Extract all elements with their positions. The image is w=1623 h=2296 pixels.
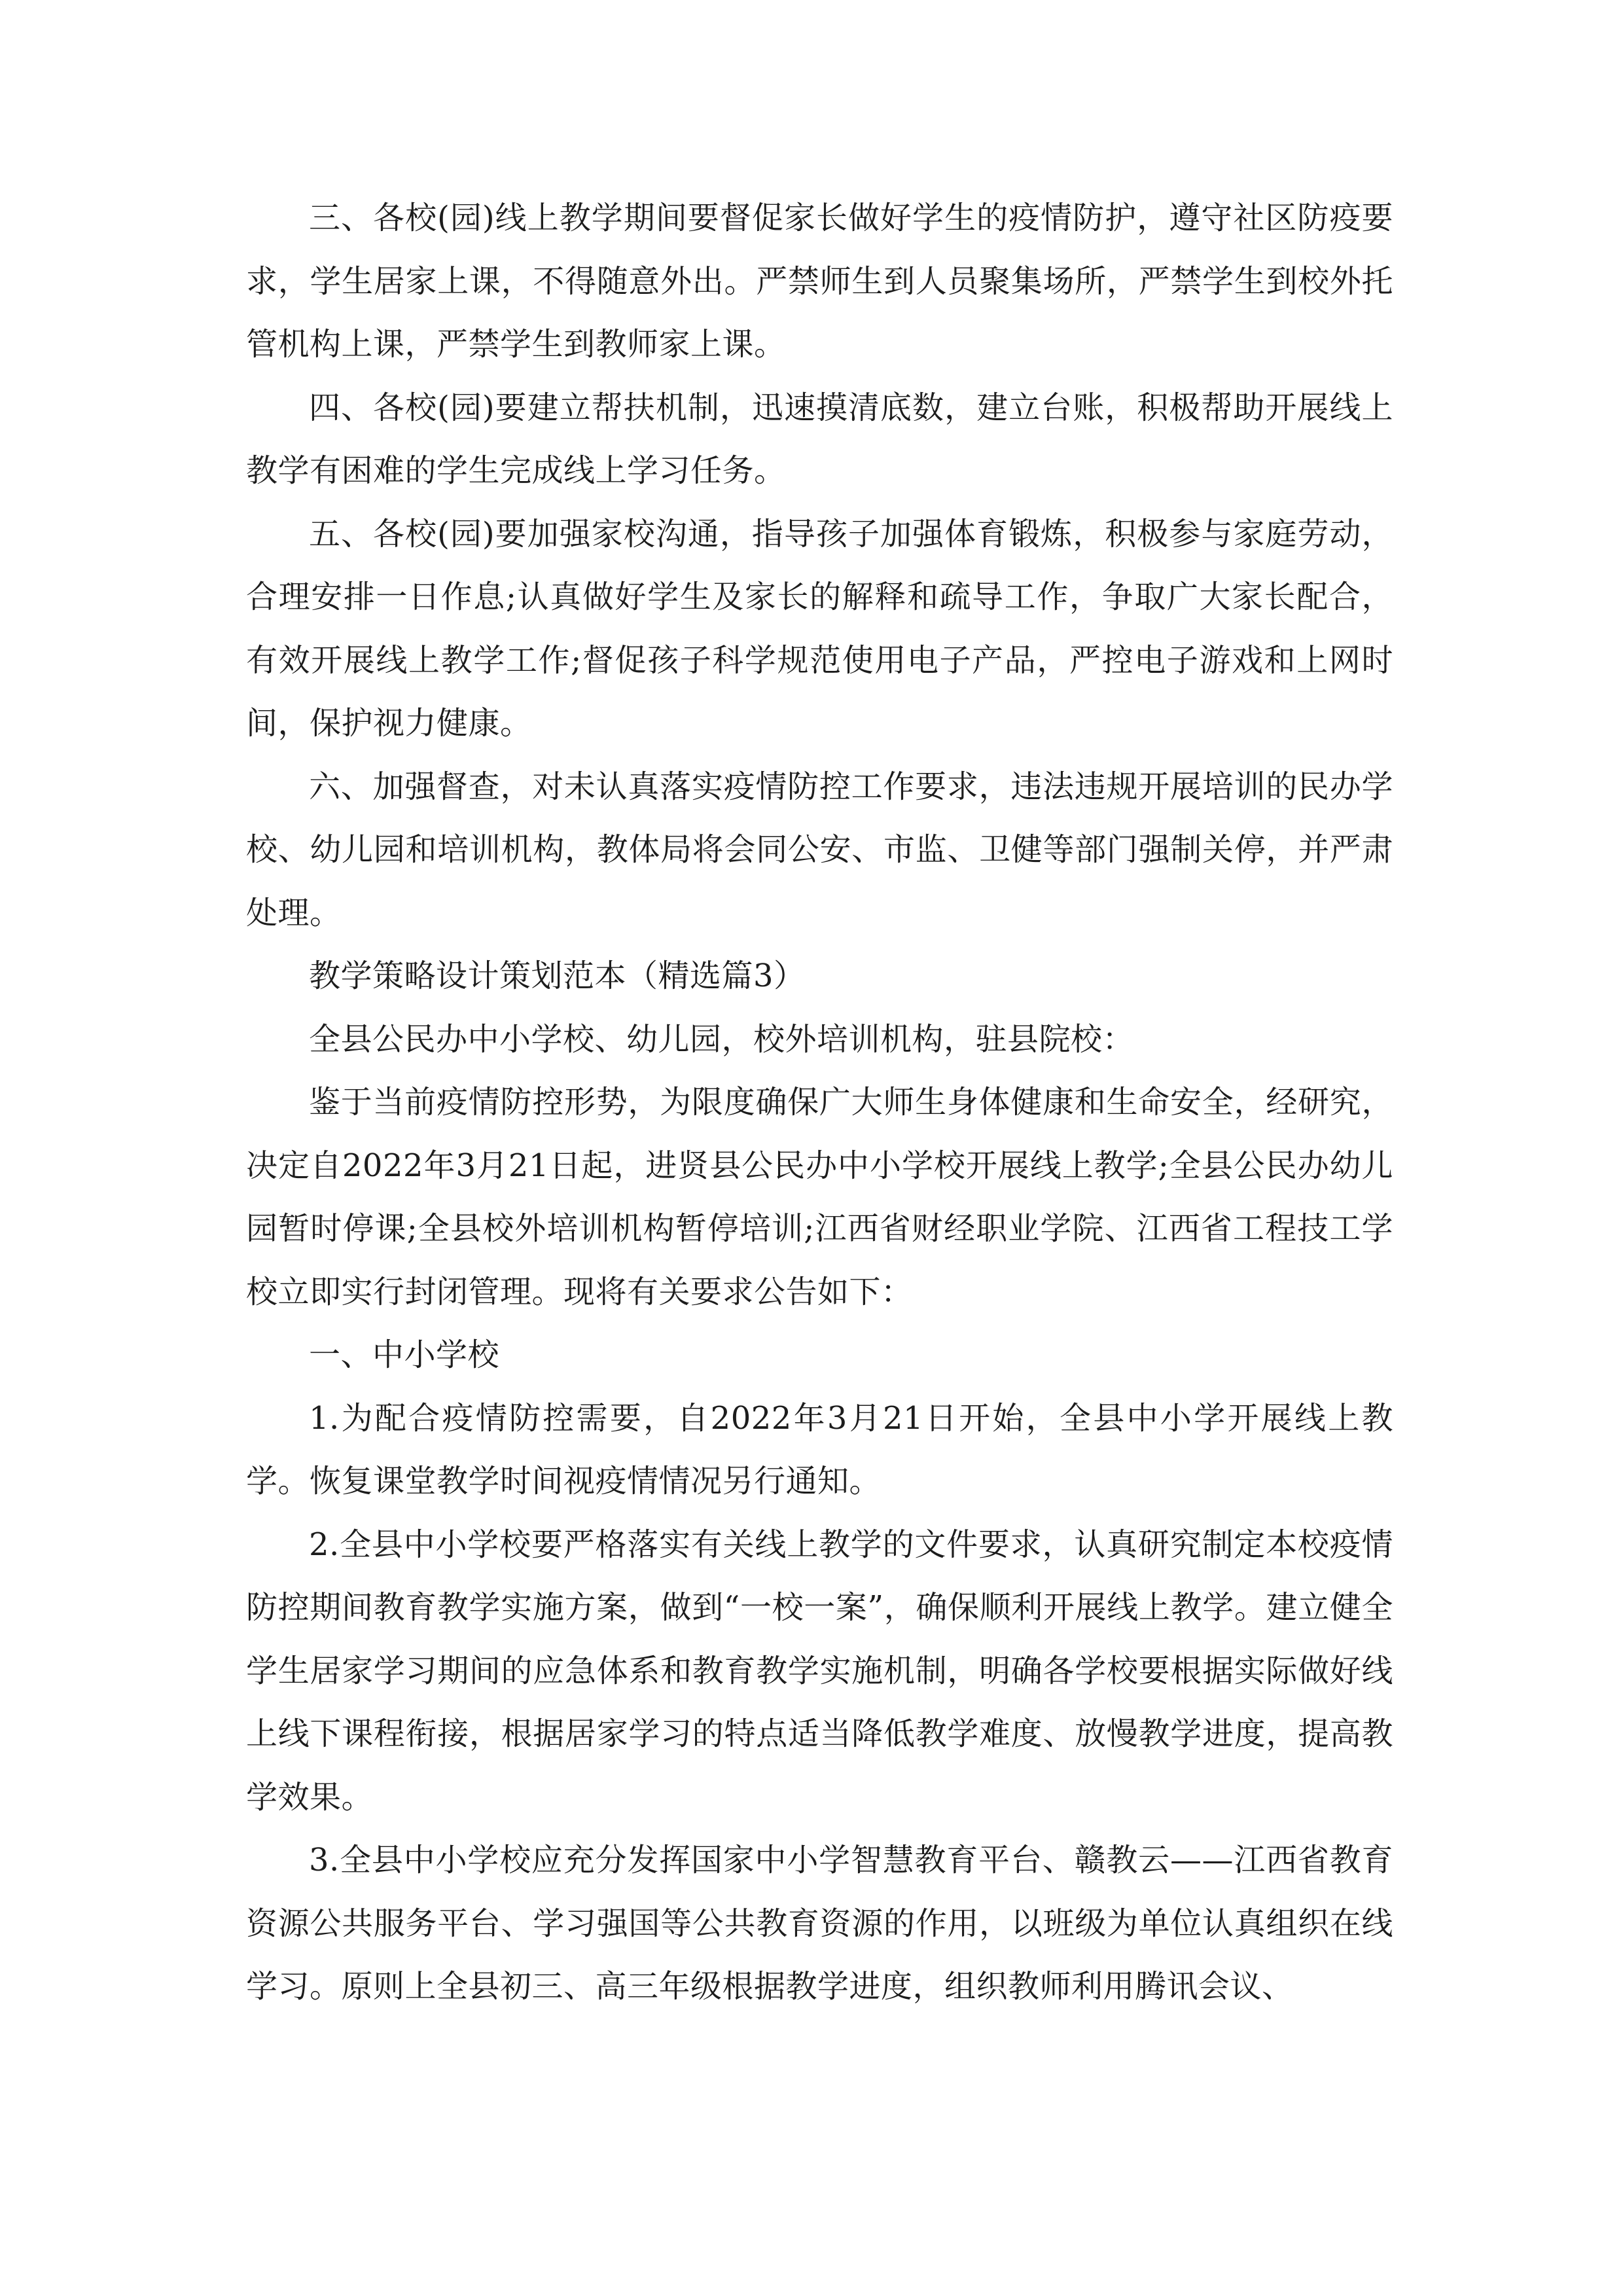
- salutation: 全县公民办中小学校、幼儿园，校外培训机构，驻县院校：: [309, 1020, 1135, 1058]
- subheading-schools: 一、中小学校: [309, 1336, 500, 1373]
- paragraph-intro: 鉴于当前疫情防控形势，为限度确保广大师生身体健康和生命安全，经研究，决定自2022年3月21日起，进贤县公民办中小学校开展线上教学;全县公民办幼儿园暂时停课;全县校外培训机构暂停培训;江西省财经职业学院、江西省工程技工学校立即实行封闭管理。现将有关要求公告如下：: [246, 1084, 1393, 1310]
- paragraph-item-1: 1.为配合疫情防控需要，自2022年3月21日开始，全县中小学开展线上教学。恢复课堂教学时间视疫情情况另行通知。: [246, 1399, 1393, 1499]
- paragraph-item-3: 3.全县中小学校应充分发挥国家中小学智慧教育平台、赣教云——江西省教育资源公共服务平台、学习强国等公共教育资源的作用，以班级为单位认真组织在线学习。原则上全县初三、高三年级根据教学进度，组织教师利用腾讯会议、: [246, 1842, 1393, 2005]
- document-body: [246, 187, 1393, 2018]
- paragraph-section-4: 四、各校(园)要建立帮扶机制，迅速摸清底数，建立台账，积极帮助开展线上教学有困难的学生完成线上学习任务。: [246, 389, 1393, 489]
- paragraph-section-6: 六、加强督查，对未认真落实疫情防控工作要求，违法违规开展培训的民办学校、幼儿园和培训机构，教体局将会同公安、市监、卫健等部门强制关停，并严肃处理。: [246, 768, 1393, 931]
- paragraph-section-5: 五、各校(园)要加强家校沟通，指导孩子加强体育锻炼，积极参与家庭劳动，合理安排一日作息;认真做好学生及家长的解释和疏导工作，争取广大家长配合，有效开展线上教学工作;督促孩子科学规范使用电子产品，严控电子游戏和上网时间，保护视力健康。: [246, 515, 1393, 742]
- section-title: 教学策略设计策划范本（精选篇3）: [309, 958, 806, 994]
- paragraph-item-2: 2.全县中小学校要严格落实有关线上教学的文件要求，认真研究制定本校疫情防控期间教育教学实施方案，做到“一校一案”，确保顺利开展线上教学。建立健全学生居家学习期间的应急体系和教育教学实施机制，明确各学校要根据实际做好线上线下课程衔接，根据居家学习的特点适当降低教学难度、放慢教学进度，提高教学效果。: [246, 1526, 1393, 1816]
- paragraph-section-3: 三、各校(园)线上教学期间要督促家长做好学生的疫情防护，遵守社区防疫要求，学生居家上课，不得随意外出。严禁师生到人员聚集场所，严禁学生到校外托管机构上课，严禁学生到教师家上课。: [246, 200, 1393, 363]
